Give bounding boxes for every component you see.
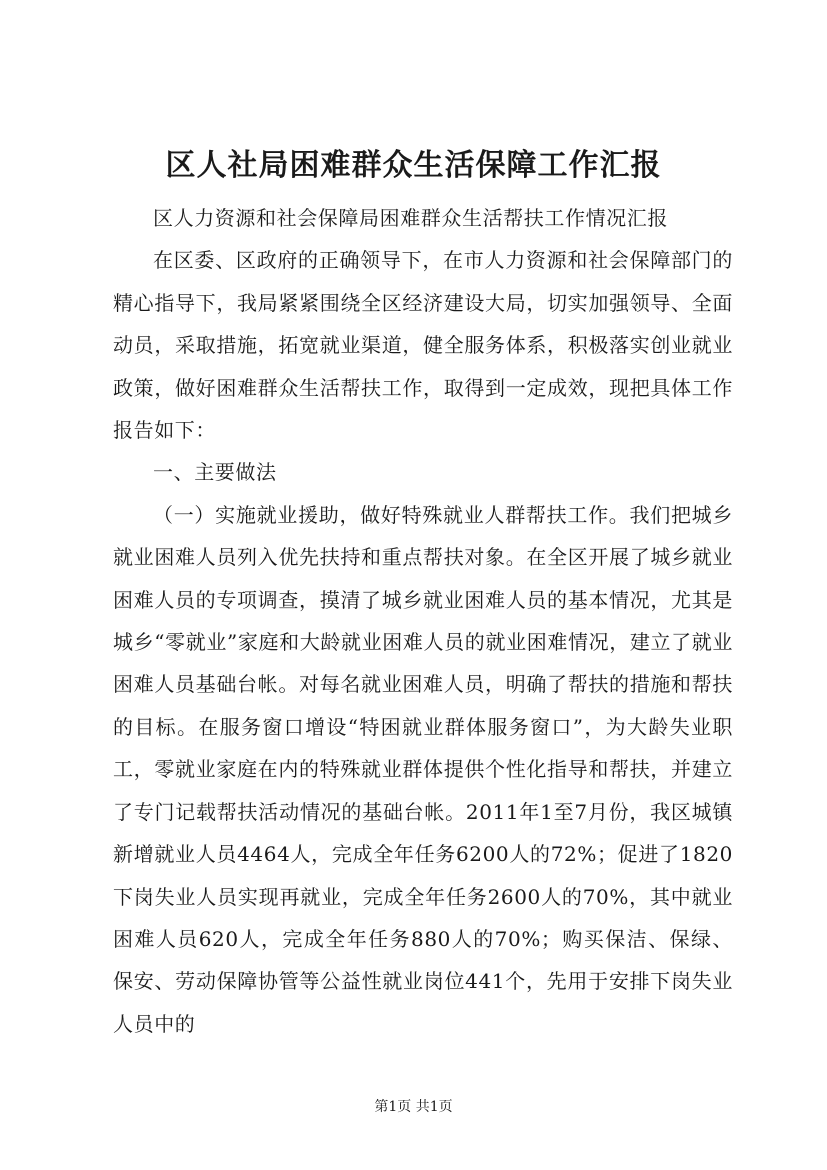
paragraph-intro: 在区委、区政府的正确领导下，在市人力资源和社会保障部门的精心指导下，我局紧紧围绕全区经济建设大局，切实加强领导、全面动员，采取措施，拓宽就业渠道，健全服务体系，积极落实创业就业政策，做好困难群众生活帮扶工作，取得到一定成效，现把具体工作报告如下： [113, 248, 733, 443]
paragraph-employment-aid: （一）实施就业援助，做好特殊就业人群帮扶工作。我们把城乡就业困难人员列入优先扶持和重点帮扶对象。在全区开展了城乡就业困难人员的专项调查，摸清了城乡就业困难人员的基本情况，尤其是城乡“零就业”家庭和大龄就业困难人员的就业困难情况，建立了就业困难人员基础台帐。对每名就业困难人员，明确了帮扶的措施和帮扶的目标。在服务窗口增设“特困就业群体服务窗口”，为大龄失业职工，零就业家庭在内的特殊就业群体提供个性化指导和帮扶，并建立了专门记载帮扶活动情况的基础台帐。2011年1至7月份，我区城镇新增就业人员4464人，完成全年任务6200人的72%；促进了1820下岗失业人员实现再就业，完成全年任务2600人的70%，其中就业困难人员620人，完成全年任务880人的70%；购买保洁、保绿、保安、劳动保障协管等公益性就业岗位441个，先用于安排下岗失业人员中的 [113, 502, 733, 1036]
section-heading: 一、主要做法 [153, 460, 277, 485]
document-body [113, 197, 733, 1045]
page-footer: 第1页 共1页 [374, 1099, 453, 1115]
document-title: 区人社局困难群众生活保障工作汇报 [165, 148, 662, 183]
document-subtitle: 区人力资源和社会保障局困难群众生活帮扶工作情况汇报 [153, 206, 668, 230]
